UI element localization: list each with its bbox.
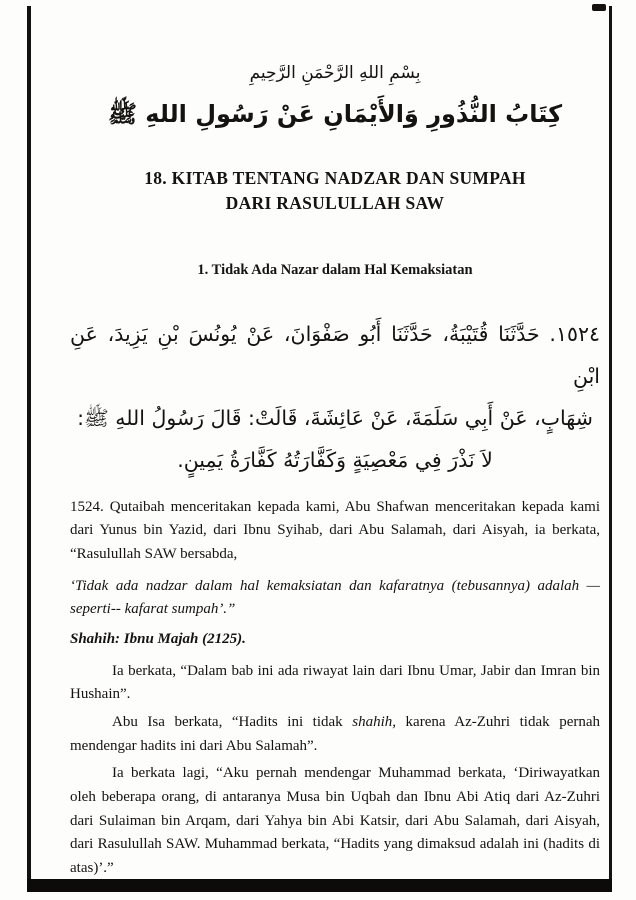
commentary-paragraph-3: Ia berkata lagi, “Aku pernah mendengar Muhammad berkata, ‘Diriwayatkan oleh beberapa orang, di antaranya Musa bin Uqbah dan Ibnu Abi Atiq dari Az-Zuhri dari Sulaiman bin Arqam, dari Yahya bin Abi Katsir, dari Abu Salamah, dari Aisyah, dari Rasulullah SAW. Muhammad berkata, “Hadits yang dimaksud adalah ini (hadits di atas)’.”	[70, 765, 600, 877]
scan-artifact-top-right	[592, 4, 606, 11]
bismillah-calligraphy: بِسْمِ اللهِ الرَّحْمَنِ الرَّحِيمِ	[249, 63, 421, 83]
kitab-title-arabic: كِتَابُ النُّذُورِ وَالأَيْمَانِ عَنْ رَسُولِ اللهِ ﷺ	[107, 100, 563, 129]
chapter-heading-line2: DARI RASULULLAH SAW	[225, 193, 445, 214]
hadith-arabic-line3: لاَ نَذْرَ فِي مَعْصِيَةٍ وَكَفَّارَتُهُ كَفَّارَةُ يَمِينٍ.	[177, 448, 493, 473]
commentary-2-suffix: karena Az-Zuhri tidak pernah mendengar hadits ini dari Abu Salamah”.	[70, 714, 600, 754]
chapter-heading	[70, 166, 600, 217]
hadith-arabic-line1: ١٥٢٤. حَدَّثَنَا قُتَيْبَةُ، حَدَّثَنَا أَبُو صَفْوَانَ، عَنْ يُونُسَ بْنِ يَزِيدَ، عَنِ ابْنِ	[70, 322, 600, 389]
commentary-paragraph-1: Ia berkata, “Dalam bab ini ada riwayat lain dari Ibnu Umar, Jabir dan Imran bin Hushain”.	[70, 662, 600, 703]
translation-paragraph: 1524. Qutaibah menceritakan kepada kami, Abu Shafwan menceritakan kepada kami dari Yunus bin Yazid, dari Ibnu Syihab, dari Abu Salamah, dari Aisyah, ia berkata, “Rasulullah SAW bersabda,	[70, 498, 600, 562]
scan-border-right	[609, 6, 612, 890]
grading-line: Shahih: Ibnu Majah (2125).	[70, 630, 246, 647]
page-content	[70, 62, 600, 885]
scan-border-left	[27, 6, 31, 890]
commentary-paragraph-2	[70, 711, 600, 758]
hadith-arabic-text	[70, 313, 600, 481]
commentary-2-italic-term: shahih,	[352, 714, 396, 730]
commentary-2-prefix: Abu Isa berkata, “Hadits ini tidak	[112, 714, 353, 730]
hadith-translation-italic: ‘Tidak ada nadzar dalam hal kemaksiatan dan kafaratnya (tebusannya) adalah —seperti-- kafarat sumpah’.”	[70, 577, 600, 618]
chapter-heading-line1: 18. KITAB TENTANG NADZAR DAN SUMPAH	[144, 167, 526, 188]
hadith-arabic-line2: شِهَابٍ، عَنْ أَبِي سَلَمَةَ، عَنْ عَائِشَةَ، قَالَتْ: قَالَ رَسُولُ اللهِ ﷺ:	[77, 406, 593, 431]
section-heading: 1. Tidak Ada Nazar dalam Hal Kemaksiatan	[197, 262, 473, 279]
